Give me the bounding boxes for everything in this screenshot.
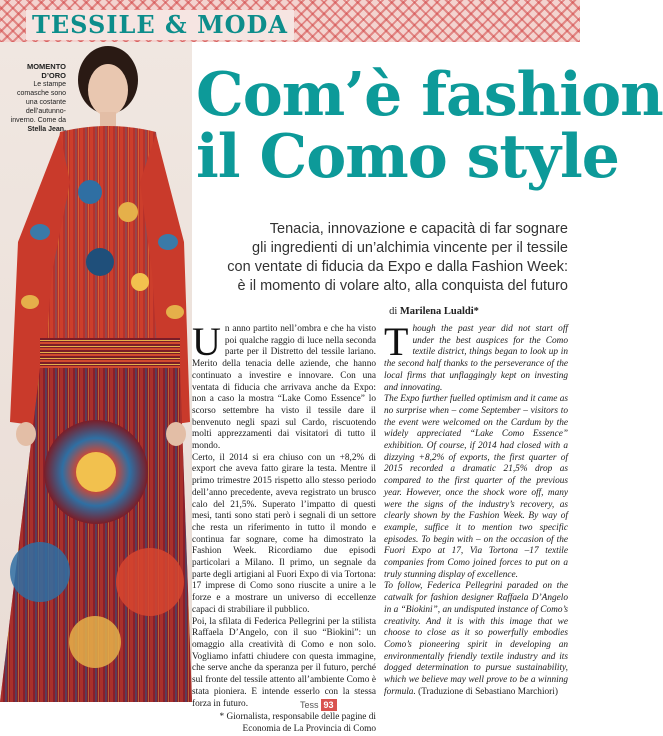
subtitle-line-3: con ventate di fiducia da Expo e dalla Fashion Week: (227, 259, 568, 275)
headline (196, 60, 663, 192)
article-column-italian (192, 319, 376, 736)
article-en-paragraph-3 (384, 581, 568, 698)
page-footer (300, 699, 337, 711)
article-it-paragraph-2: Certo, il 2014 si era chiuso con un +8,2% di export che aveva fatto girare la testa. Mentre il primo trimestre 2015 rispetto allo stesso periodo dell’anno precedente, aveva registrato un brusco calo del 21,5%. Superato l’impatto di questi mesi, tanti sono stati però i segnali di un settore che resta un riferimento in tutto il mondo e continua far sognare, come ha dimostrato la Fashion Week. Ricordiamo due episodi particolari a Milano. Il primo, un segnale da parte degli artigiani al Fuori Expo di via Tortona: 17 imprese di Como sono riuscite a unire a le forze e a mostrare un universo di eccellenze capaci di strabiliare il pubblico. (192, 452, 376, 615)
photo-caption (8, 62, 66, 134)
article-en-p1-text: hough the past year did not start off under the best auspices for the Como textile district, things began to look up in the second half thanks to the perseverance of the local firms that unflaggingly kept on investing and innovating. (384, 324, 568, 393)
subtitle-line-1: Tenacia, innovazione e capacità di far sognare (269, 221, 568, 237)
article-en-p3-text: To follow, Federica Pellegrini paraded on the catwalk for fashion designer Raffaela D’Angelo in a “Biokini”, an undisputed instance of Como’s creativity. And it is with this image that we choose to close as it so powerfully embodies Como’s pioneering spirit in developing an environmentally friendly textile industry and its dogged determination to pursue sustainability, which we believe may well prove to be a winning formula. (384, 581, 568, 697)
translator-credit: (Traduzione di Sebastiano Marchiori) (418, 686, 558, 697)
author-note: * Giornalista, responsabile delle pagine di Economia de La Provincia di Como (219, 712, 376, 734)
dropcap-it: U (192, 319, 221, 364)
article-column-english (384, 319, 568, 699)
byline-prefix: di (389, 306, 398, 317)
caption-text: Le stampe comasche sono una costante dell’autunno-inverno. Come da (10, 81, 66, 124)
page-number: 93 (321, 699, 337, 711)
subtitle-line-4: è il momento di volare alto, alla conquista del futuro (237, 278, 568, 294)
caption-designer: Stella Jean. (27, 126, 66, 133)
headline-line-2: il Como style (196, 122, 619, 192)
fashion-photo (0, 42, 192, 702)
article-it-paragraph-3: Poi, la sfilata di Federica Pellegrini per la stilista Raffaela D’Angelo, con il suo “Biokini”: un omaggio alla creatività di Como e non solo. Vogliamo infatti chiudere con questa immagine, che serve anche da speranza per il futuro, perché sul fronte del tessile attento all’ambiente Como è stata pioniera. E intende esserlo con la stessa forza in futuro. (192, 616, 376, 709)
subtitle-line-2: gli ingredienti di un’alchimia vincente per il tessile (252, 240, 568, 256)
article-en-paragraph-1 (384, 319, 568, 394)
article-it-p1-text: n anno partito nell’ombra e che ha visto poi qualche raggio di luce nella seconda parte per il Distretto del tessile lariano. Merito della tenacia delle aziende, che hanno continuato a investire e innovare. Con una ventata di fiducia che arrivava anche da Expo: non a caso la mostra “Lake Como Essence” lo scorso settembre ha visto il tessile dare il benvenuto negli spazi sul Cardo, riscuotendo molti apprezzamenti dai visitatori di tutto il mondo. (192, 324, 376, 452)
article-it-paragraph-1 (192, 319, 376, 453)
caption-title: MOMENTO D’ORO (26, 62, 66, 80)
dress-illustration (0, 42, 192, 702)
magazine-name: Tess (300, 700, 319, 710)
subtitle (212, 220, 568, 296)
headline-line-1: Com’è fashion (196, 60, 663, 130)
section-title: TESSILE & MODA (26, 10, 294, 40)
byline-author: Marilena Lualdi* (399, 306, 479, 317)
byline (300, 306, 568, 317)
article-en-paragraph-2: The Expo further fuelled optimism and it came as no surprise when – come September – visitors to the event were welcomed on the Cardum by the widely appreciated “Lake Como Essence” exhibition. Of course, if 2014 had closed with a dizzying +8,2% of exports, the first quarter of 2015 recorded a dramatic 21,5% drop as compared to the first quarter of the previous year. However, once the shock wore off, many were the signs of the industry’s recovery, as clearly shown by the Fashion Week. By way of example, suffice it to mention two specific episodes. To begin with – on the occasion of the Fuori Expo at 17, Via Tortona –17 textile companies from Como joined forces to put on a truly stunning display of excellence. (384, 394, 568, 580)
dropcap-en: T (384, 319, 409, 364)
